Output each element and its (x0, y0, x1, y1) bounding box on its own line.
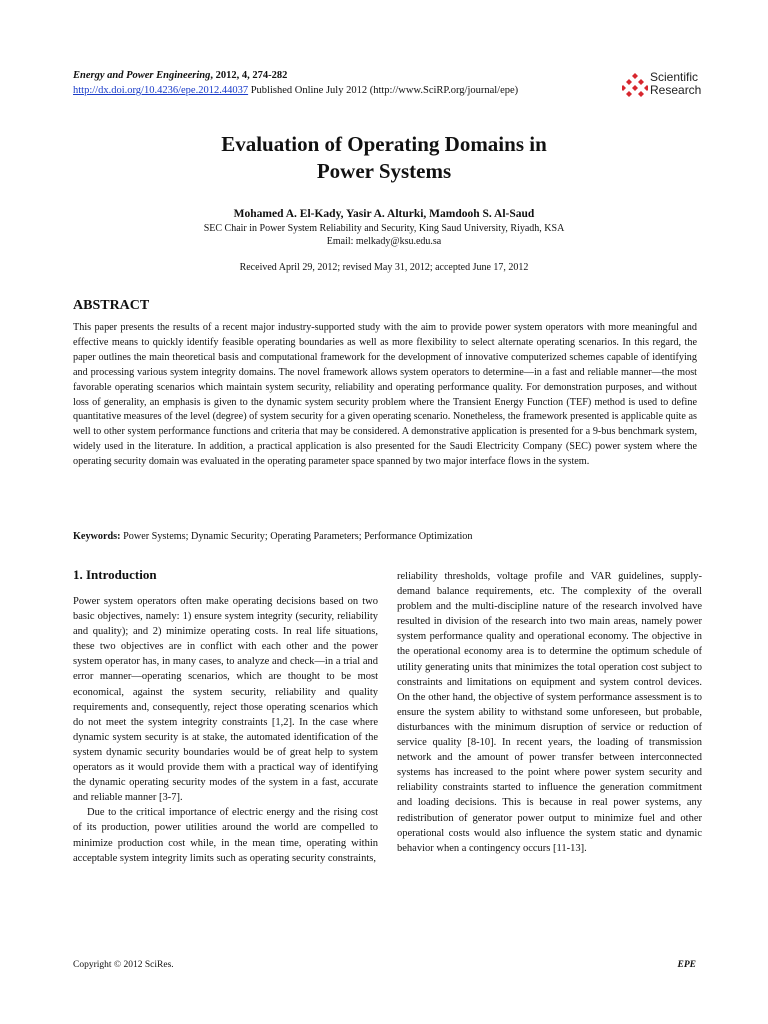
keywords (73, 531, 697, 542)
logo-text (650, 71, 701, 97)
right-column (397, 569, 702, 856)
footer-copyright: Copyright © 2012 SciRes. (73, 960, 174, 970)
volume-info: , 2012, 4, 274-282 (210, 70, 288, 81)
doi-line (73, 85, 518, 96)
doi-link[interactable]: http://dx.doi.org/10.4236/epe.2012.44037 (73, 85, 249, 96)
keywords-label: Keywords: (73, 531, 121, 542)
journal-name: Energy and Power Engineering (73, 70, 211, 81)
title-line-1: Evaluation of Operating Domains in (221, 132, 547, 156)
paper-title (0, 131, 768, 185)
journal-citation (73, 70, 287, 81)
published-info: Published Online July 2012 (http://www.SciRP.org/journal/epe) (248, 85, 519, 96)
author-email: Email: melkady@ksu.edu.sa (326, 236, 442, 247)
left-column (73, 594, 378, 866)
intro-paragraph-1: Power system operators often make operating decisions based on two basic objectives, namely: 1) ensure system integrity (security, reliability and quality); and 2) minimize operating costs. In real life situations, these two objectives are in conflict with each other and the power system operator has, in many cases, to analyze and check—in a trial and error manner—operating scenarios, which are thought to be most economical, against the system security, reliability and quality requirements and, consequently, reject those operating scenarios which do not meet the system integrity constraints [1,2]. In the case where dynamic system security is at stake, the automated identification of the system dynamic security boundaries would be of great help to system operators as it would provide them with a practical way of identifying the dynamic operating security modes of the system in a fast, accurate and reliable manner [3-7]. (73, 596, 378, 804)
submission-dates: Received April 29, 2012; revised May 31, 2012; accepted June 17, 2012 (239, 262, 529, 273)
scirp-logo-icon (622, 72, 648, 98)
footer-journal-abbr: EPE (677, 960, 696, 970)
title-line-2: Power Systems (316, 159, 452, 183)
publisher-logo (622, 70, 712, 100)
intro-paragraph-2: Due to the critical importance of electric energy and the rising cost of its production, power utilities around the world are compelled to minimize production cost while, in the mean time, operating within acceptable system integrity limits such as operating security constraints, (73, 807, 378, 864)
affiliation: SEC Chair in Power System Reliability and Security, King Saud University, Riyadh, KSA (203, 223, 565, 234)
logo-line-1: Scientific (650, 70, 699, 84)
authors: Mohamed A. El-Kady, Yasir A. Alturki, Mamdooh S. Al-Saud (233, 208, 535, 220)
keywords-text: Power Systems; Dynamic Security; Operating Parameters; Performance Optimization (120, 531, 473, 542)
intro-paragraph-3: reliability thresholds, voltage profile and VAR guidelines, supply-demand balance requirements, etc. The complexity of the overall problem and the multi-discipline nature of the research involved have resulted in division of the research into two main areas, namely power system performance quality and operational economy. The objective in the operational economy area is to determine the optimum schedule of utility generating units that minimizes the total operation cost subject to constraints and limitations on equipment and system control devices. On the other hand, the objective of system performance assessment is to ensure the system ability to withstand some unforeseen, but probable, disturbances with the minimum disruption of service or reduction of service quality [8-10]. In recent years, the loading of transmission network and the amount of power transfer between interconnected systems has increased to the point where power system security and reliability constraints started to influence the generation commitment and loading decisions. This is because in real power systems, any redistribution of generator power output to minimize fuel and other operational costs would also influence the system static and dynamic behavior when a contingency occurs [11-13]. (397, 571, 702, 854)
abstract-text: This paper presents the results of a recent major industry-supported study with the aim to provide power system operators with more meaningful and effective means to quickly identify feasible operating boundaries as well as more flexibility to select alternate operating scenarios. In this regard, the paper outlines the main theoretical basis and computational framework for the development of innovative computerized schemes capable of identifying and processing various system integrity domains. The novel framework allows system operators to determine—in a fast and reliable manner—the most favorable operating scenarios which maintain system security, reliability and operating performance quality. For demonstration purposes, and without loss of generality, an emphasis is given to the dynamic system security problem where the Transient Energy Function (TEF) method is used to define quantitative measures of the level (degree) of system security for a given operating scenario. Nonetheless, the framework presented is applicable quite as well to other system performance functions and criteria that may be considered. A demonstrative application is presented for a 9-bus benchmark system, widely used in the literature. In addition, a practical application is also presented for the Saudi Electricity Company (SEC) power system where the operating security domain was evaluated in the operating parameter space spanned by two major interface flows in the system. (73, 322, 697, 468)
section-heading-introduction: 1. Introduction (73, 567, 157, 582)
abstract-heading: ABSTRACT (73, 298, 150, 313)
logo-line-2: Research (650, 83, 702, 97)
